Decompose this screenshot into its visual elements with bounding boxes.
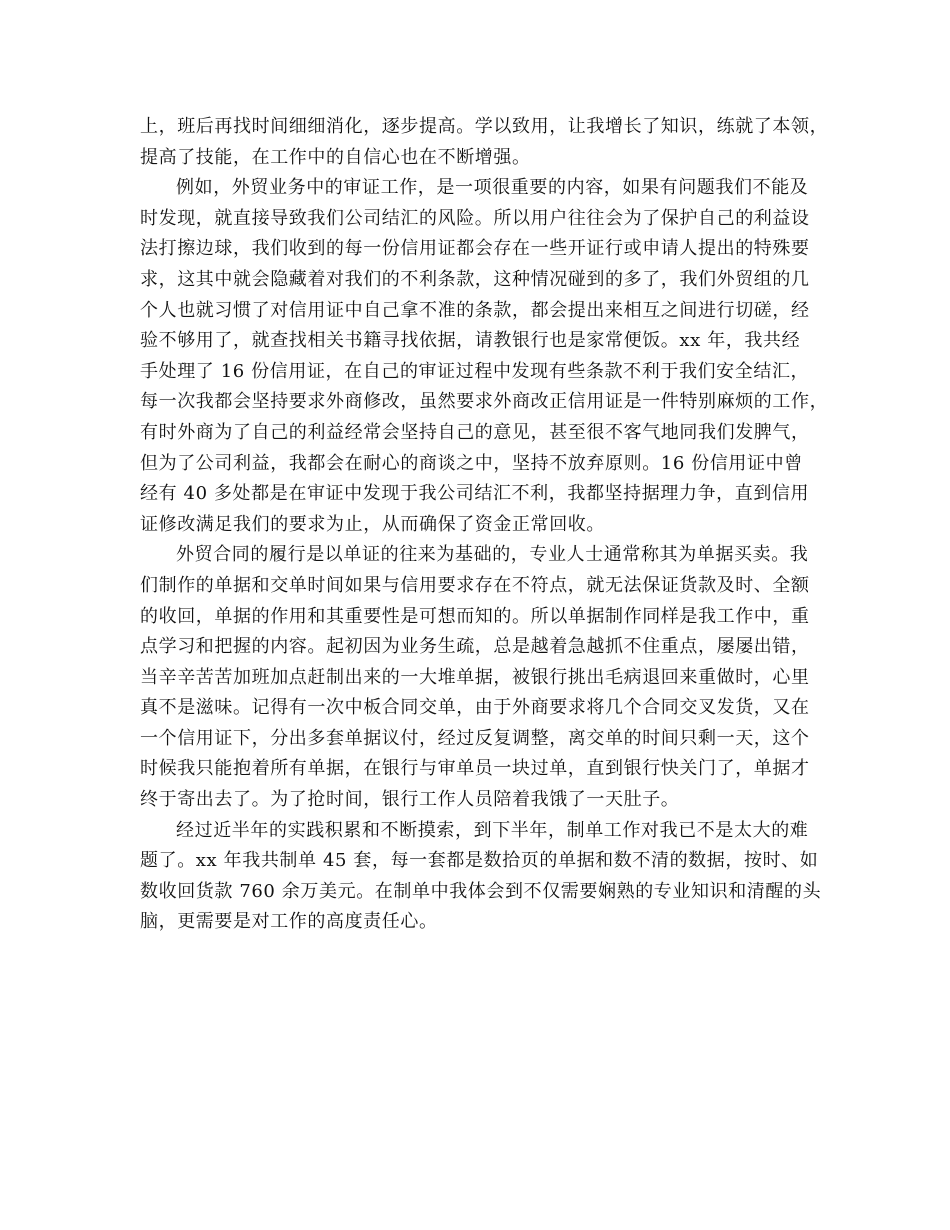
text-line: 上，班后再找时间细细消化，逐步提高。学以致用，让我增长了知识，练就了本领， <box>140 116 829 137</box>
text-line: 题了。xx 年我共制单 45 套，每一套都是数拾页的单据和数不清的数据，按时、如 <box>140 850 819 872</box>
text-line: 求，这其中就会隐藏着对我们的不利条款，这种情况碰到的多了，我们外贸组的几 <box>140 268 810 290</box>
text-line: 经有 40 多处都是在审证中发现于我公司结汇不利，我都坚持据理力争，直到信用 <box>140 483 810 505</box>
text-line: 但为了公司利益，我都会在耐心的商谈之中，坚持不放弃原则。16 份信用证中曾 <box>140 452 803 474</box>
text-line: 们制作的单据和交单时间如果与信用要求存在不符点，就无法保证货款及时、全额 <box>140 574 810 596</box>
document-body <box>140 112 830 938</box>
text-line: 点学习和把握的内容。起初因为业务生疏，总是越着急越抓不住重点，屡屡出错， <box>140 636 810 658</box>
text-line: 手处理了 16 份信用证，在自己的审证过程中发现有些条款不利于我们安全结汇， <box>140 360 810 382</box>
text-line: 时候我只能抱着所有单据，在银行与审单员一块过单，直到银行快关门了，单据才 <box>140 758 810 780</box>
text-line: 当辛辛苦苦加班加点赶制出来的一大堆单据，被银行挑出毛病退回来重做时，心里 <box>140 666 810 688</box>
text-line: 验不够用了，就查找相关书籍寻找依据，请教银行也是家常便饭。xx 年，我共经 <box>140 330 801 352</box>
text-line: 的收回，单据的作用和其重要性是可想而知的。所以单据制作同样是我工作中，重 <box>140 605 810 627</box>
paragraph-4 <box>140 816 830 938</box>
text-line: 每一次我都会坚持要求外商修改，虽然要求外商改正信用证是一件特别麻烦的工作， <box>140 391 829 413</box>
text-line: 真不是滋味。记得有一次中板合同交单，由于外商要求将几个合同交叉发货，又在 <box>140 697 810 719</box>
text-line: 证修改满足我们的要求为止，从而确保了资金正常回收。 <box>140 513 605 535</box>
text-line: 外贸合同的履行是以单证的往来为基础的，专业人士通常称其为单据买卖。我 <box>176 544 809 566</box>
paragraph-3 <box>140 540 830 815</box>
text-line: 有时外商为了自己的利益经常会坚持自己的意见，甚至很不客气地同我们发脾气， <box>140 421 810 443</box>
paragraph-2 <box>140 173 830 540</box>
text-line: 例如，外贸业务中的审证工作，是一项很重要的内容，如果有问题我们不能及 <box>176 177 809 199</box>
paragraph-1 <box>140 112 830 173</box>
text-line: 终于寄出去了。为了抢时间，银行工作人员陪着我饿了一天肚子。 <box>140 789 680 811</box>
text-line: 个人也就习惯了对信用证中自己拿不准的条款，都会提出来相互之间进行切磋，经 <box>140 299 810 321</box>
text-line: 一个信用证下，分出多套单据议付，经过反复调整，离交单的时间只剩一天，这个 <box>140 727 810 749</box>
text-line: 经过近半年的实践积累和不断摸索，到下半年，制单工作对我已不是太大的难 <box>176 819 809 841</box>
text-line: 脑，更需要是对工作的高度责任心。 <box>140 911 438 933</box>
text-line: 法打擦边球，我们收到的每一份信用证都会存在一些开证行或申请人提出的特殊要 <box>140 238 810 260</box>
text-line: 提高了技能，在工作中的自信心也在不断增强。 <box>140 146 531 168</box>
text-line: 时发现，就直接导致我们公司结汇的风险。所以用户往往会为了保护自己的利益设 <box>140 207 810 229</box>
text-line: 数收回货款 760 余万美元。在制单中我体会到不仅需要娴熟的专业知识和清醒的头 <box>140 880 822 902</box>
